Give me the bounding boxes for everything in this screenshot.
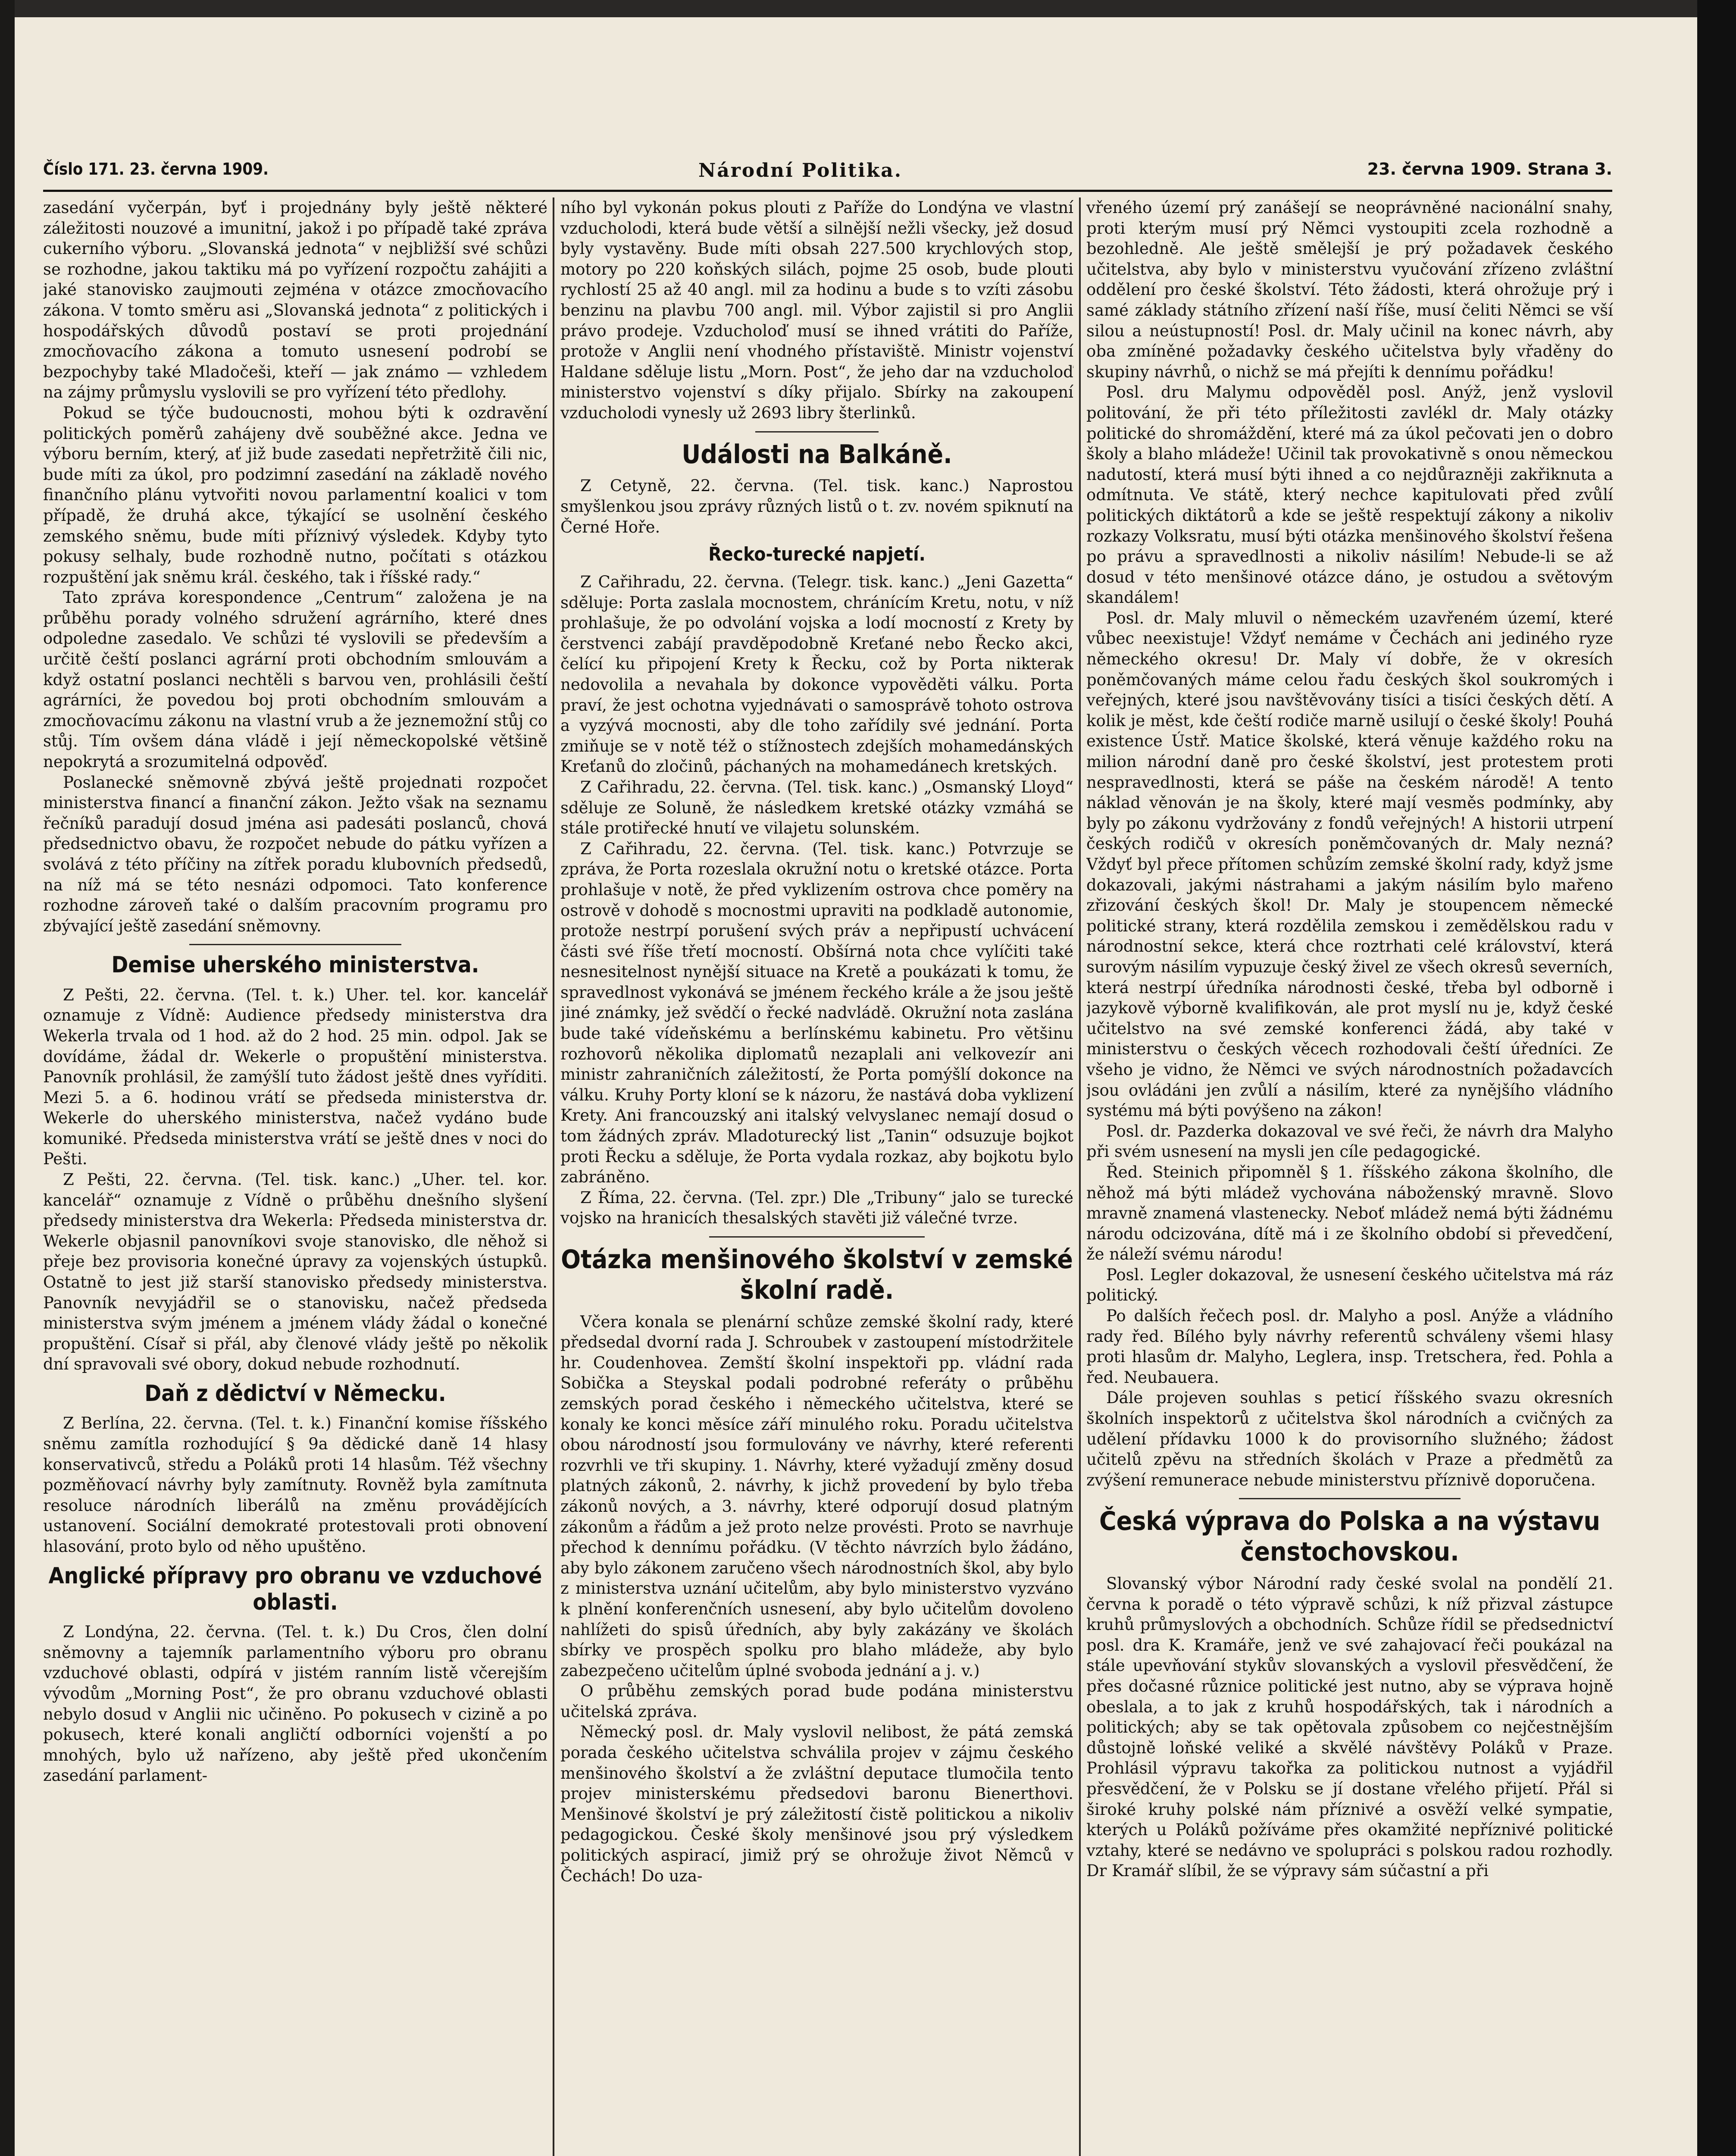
section-separator bbox=[1239, 1498, 1460, 1499]
article-paragraph: Z Londýna, 22. června. (Tel. t. k.) Du Cros, člen dolní sněmovny a tajemník parlamentního výboru pro obranu vzduchové oblasti, odpírá v jistém ranním listě včerejším vývodům „Morning Post“, že pro obranu vzduchové oblasti nebylo dosud v Anglii nic učiněno. Po pokusech v cizině a po pokusech, které konali angličtí odborníci vojenští a po mnohých, bylo už nařízeno, aby ještě před ukončením zasedání parlament- bbox=[43, 1623, 547, 1785]
article-paragraph: ního byl vykonán pokus plouti z Paříže do Londýna ve vlastní vzducholodi, která bude větší a silnější nežli všecky, jež dosud byly vystavěny. Bude míti obsah 227.500 krychlových stop, motory po 220 koňských silách, pojme 25 osob, bude plouti rychlostí 25 až 40 angl. mil za hodinu a bude s to vzíti zásobu benzinu na plavbu 700 angl. mil. Výbor zajistil si pro Anglii právo prodeje. Vzducholoď musí se ihned vrátiti do Paříže, protože v Anglii není vhodného přístaviště. Ministr vojenství Haldane sděluje listu „Morn. Post“, že jeho dar na vzducholoď ministerstvo vojenství s díky přijalo. Sbírky na zakoupení vzducholodi vynesly už 2693 libry šterlinků. bbox=[560, 198, 1073, 422]
article-paragraph: Německý posl. dr. Maly vyslovil nelibost, že pátá zemská porada českého učitelstva schválila projev v zájmu českého menšinového školství a že zvláštní deputace tlumočila tento projev ministerskému předsedovi baronu Bienerthovi. Menšinové školství je prý záležitostí čistě politickou a nikoliv pedagogickou. České školy menšinové jsou prý výsledkem politických aspirací, jimiž prý se ohrožuje život Němců v Čechách! Do uza- bbox=[560, 1723, 1073, 1885]
headline-balkan-events: Události na Balkáně. bbox=[682, 439, 952, 470]
column-2 bbox=[560, 197, 1073, 2156]
masthead-rule bbox=[43, 190, 1612, 192]
article-paragraph: Pokud se týče budoucnosti, mohou býti k ozdravění politických poměrů zahájeny dvě souběžné akce. Jedna ve výboru berním, který, ať již bude zasedati nepřetržitě čili nic, bude míti za úkol, pro podzimní zasedání na základě nového finančního plánu vytvořiti novou parlamentní koalici v tom případě, že druhá akce, týkající se usolnění českého zemského sněmu, bude míti příznivý výsledek. Kdyby tyto pokusy selhaly, bude rozhodně nutno, počítati s otázkou rozpuštění jak sněmu král. českého, tak i říšské rady.“ bbox=[43, 403, 547, 586]
article-paragraph: Z Cařihradu, 22. června. (Tel. tisk. kanc.) „Osmanský Lloyd“ sděluje ze Soluně, že následkem kretské otázky vzmáhá se stále protiřecké hnutí ve vilajetu solunském. bbox=[560, 777, 1073, 838]
article-paragraph: Posl. dr. Maly mluvil o německém uzavřeném území, které vůbec neexistuje! Vždyť nemáme v Čechách ani jediného ryze německého okresu! Dr. Maly ví dobře, že v okresích poněmčovaných máme celou řadu českých škol soukromých i veřejných, které jsou navštěvovány tisíci a tisíci českých dětí. A kolik je měst, kde čeští rodiče marně usilují o české školy! Pouhá existence Ústř. Matice školské, která věnuje každého roku na milion národní daně pro české školství, jest protestem proti nespravedlnosti, která se páše na českém národě! A tento náklad věnován je na školy, které mají vesměs podmínky, aby byly po zákonu vydržovány z fondů veřejných! A historii utrpení českých rodičů v okresích poněmčovaných dr. Maly nezná? Vždyť byl přece přítomen schůzím zemské školní rady, když jsme dokazovali, jakými nástrahami a jakým násilím bylo mařeno zřizování českých škol! Dr. Maly je stoupencem německé politické strany, která rozdělila zemskou i zemědělskou radu v národnostní sekce, která chce roztrhati celé království, která surovým násilím vypuzuje český živel ze všech okresů severních, která nestrpí úředníka národnosti české, třeba byl odborně i jazykově výborně kvalifikován, ale prot myslí nu je, když české učitelstvo na své zemské konferenci žádá, aby také v ministerstvu o českých věcech rozhodovali čeští úředníci. Ze všeho je vidno, že Němci ve svých národnostních požadavcích jsou ovládáni jen zvůlí a násilím, které za nynějšího vládního systému má býti povýšeno na zákon! bbox=[1086, 608, 1613, 1120]
column-divider bbox=[553, 197, 554, 2156]
section-separator bbox=[189, 944, 401, 945]
newspaper-title: Národní Politika. bbox=[698, 160, 903, 182]
masthead bbox=[43, 160, 1612, 190]
article-paragraph: Z Pešti, 22. června. (Tel. tisk. kanc.) „Uher. tel. kor. kancelář“ oznamuje z Vídně o průběhu dnešního slyšení předsedy ministerstva dra Wekerla: Předseda ministerstva dr. Wekerle objasnil panovníkovi svoje stanovisko, dle něhož si přeje bez provisoria konečné úpravy za vojenských ústupků. Ostatně to jest již starší stanovisko předsedy ministerstva. Panovník nevyjádřil se o stanovisku, načež předseda ministerstva svým jménem a jménem vlády žádal o konečné propuštění. Císař si přál, aby členové vlády ještě po několik dní spravovali své obory, dokud nebude rozhodnutí. bbox=[43, 1170, 547, 1374]
article-paragraph: Včera konala se plenární schůze zemské školní rady, které předsedal dvorní rada J. Schroubek v zastoupení místodržitele hr. Coudenhovea. Zemští školní inspektoři pp. vládní rada Sobička a Steyskal podali podrobné referáty o průběhu zemských porad českého i německého učitelstva, které se konaly ke konci měsíce září minulého roku. Poradu učitelstva obou národností jsou formulovány ve návrhy, které referenti rozvrhli ve tři skupiny. 1. Návrhy, které vyžadují změny dosud platných zákonů, 2. návrhy, k jichž provedení by bylo třeba zákonů nových, a 3. návrhy, které odporují dosud platným zákonům a řádům a jež proto nelze provésti. Proto se navrhuje přechod k dennímu pořádku. (V těchto návrzích bylo žádáno, aby bylo zákonem zaručeno všech národnostních škol, aby bylo z ministerstva uznání učitelům, aby bylo ministerstvo vyzváno k plnění konferenčních usnesení, aby bylo učitelům dovoleno nahlížeti do spisů úředních, aby byly zakázány ve školách sbírky ve prospěch spolku pro blaho mládeže, aby bylo zabezpečeno učitelům úplné svoboda jednání a j. v.) bbox=[560, 1312, 1073, 1680]
headline-inheritance-tax: Daň z dědictví v Německu. bbox=[144, 1381, 446, 1407]
article-paragraph: Posl. dr. Pazderka dokazoval ve své řeči, že návrh dra Malyho při svém usnesení na mysli jen cíle pedagogické. bbox=[1086, 1122, 1613, 1161]
article-paragraph: Posl. Legler dokazoval, že usnesení českého učitelstva má ráz politický. bbox=[1086, 1265, 1613, 1305]
article-paragraph: Slovanský výbor Národní rady české svolal na pondělí 21. června k poradě o této výpravě schůzi, k níž přizval zástupce kruhů průmyslových a obchodních. Schůze řídil se předsednictví posl. dra K. Kramáře, jenž ve své zahajovací řeči poukázal na stále upevňování stykův slovanských a vyslovil přesvědčení, že přes dočasné různice politické jest nutno, aby se výprava hojně obeslala, a to jak z kruhů hospodářských, tak i národních a politických; aby se tak opětovala způsobem co nejčestnějším důstojně loňské veliké a skvělé návštěvy Poláků v Praze. Prohlásil výpravu takořka za politickou nutnost a vyjádřil přesvědčení, že v Polsku se jí dostane vřelého přijetí. Přál si široké kruhy polské nám příznivé a osvěží velké sympatie, kterých u Poláků požíváme přes okamžité nepříznivé politické vztahy, které se nedávno ve spolupráci s polskou radou rozhodly. Dr Kramář slíbil, že se výpravy sám súčastní a při bbox=[1086, 1574, 1613, 1880]
headline-poland-expedition: Česká výprava do Polska a na výstavu čenstochovskou. bbox=[1099, 1506, 1600, 1567]
column-1 bbox=[43, 197, 547, 2156]
article-paragraph: Posl. dru Malymu odpověděl posl. Anýž, jenž vyslovil politování, že při této příležitosti zavlékl dr. Maly otázky politické do shromáždění, které má za úkol pečovati jen o dobro školy a blaho mládeže! Učinil tak provokativně s onou německou nadutostí, která musí býti ihned a co nejdůrazněji zakřiknuta a odmítnuta. Ve státě, který nechce kapitulovati před zvůlí politických diktátorů a kde se ještě respektují zákony a nikoliv rozkazy Volksratu, musí býti otázka menšinového školství řešena po právu a spravedlnosti a nikoliv násilím! Nebude-li se až dosud v této menšinové otázce dáno, je ostudou a světovým skandálem! bbox=[1086, 383, 1613, 607]
column-3 bbox=[1086, 197, 1613, 2156]
article-paragraph: Po dalších řečech posl. dr. Malyho a posl. Anýže a vládního rady řed. Bílého byly návrhy referentů schváleny všemi hlasy proti hlasům dr. Malyho, Leglera, insp. Tretschera, řed. Pohla a řed. Neubauera. bbox=[1086, 1307, 1613, 1387]
article-paragraph: Z Cařihradu, 22. června. (Tel. tisk. kanc.) Potvrzuje se zpráva, že Porta rozeslala okružní notu o kretské otázce. Porta prohlašuje v notě, že před vyklizením ostrova chce poměry na ostrově v dohodě s mocnostmi upraviti na podkladě autonomie, protože nestrpí porušení svých práv a nepřipustí uchvácení části své říše třetí mocností. Obšírná nota chce vylíčiti také nesnesitelnost nynější situace na Kretě a poukázati k tomu, že spravedlnost vykonává se jménem řeckého krále a že jsou ještě jiné známky, jež svědčí o řecké nadvládě. Okružní nota zaslána bude také vídeňskému a berlínskému kabinetu. Pro většinu rozhovorů několika diplomatů nezaplali ani velkovezír ani ministr zahraničních záležitostí, že Porta pomýšlí dokonce na válku. Kruhy Porty kloní se k názoru, že nastává doba vyklizení Krety. Ani francouzský ani italský velvyslanec nemají dosud o tom žádných zpráv. Mladoturecký list „Tanin“ odsuzuje bojkot proti Řecku a sděluje, že Porta vydala rozkaz, aby bojkotu bylo zabráněno. bbox=[560, 839, 1073, 1187]
article-paragraph: Poslanecké sněmovně zbývá ještě projednati rozpočet ministerstva financí a finanční zákon. Ježto však na seznamu řečníků paradují dosud jména asi padesáti poslanců, chová předsednictvo obavu, že rozpočet nebude do pátku vyřízen a svolává z této příčiny na zítřek poradu klubovních předsedů, na níž má se této nesnázi odpomoci. Tato konference rozhodne zároveň také o dalším pracovním programu pro zbývající ještě zasedání sněmovny. bbox=[43, 773, 547, 935]
article-paragraph: Z Pešti, 22. června. (Tel. t. k.) Uher. tel. kor. kancelář oznamuje z Vídně: Audience předsedy ministerstva dra Wekerla trvala od 1 hod. až do 2 hod. 25 min. odpol. Jak se dovídáme, žádal dr. Wekerle o propuštění ministerstva. Panovník prohlásil, že zamýšlí tuto žádost ještě dnes vyříditi. Mezi 5. a 6. hodinou vrátí se předseda ministerstva dr. Wekerle do uherského ministerstva, načež vydáno bude komuniké. Předseda ministerstva vrátí se ještě dnes v noci do Pešti. bbox=[43, 985, 547, 1169]
scan-border-top bbox=[0, 0, 1736, 17]
article-paragraph: Z Říma, 22. června. (Tel. zpr.) Dle „Tribuny“ jalo se turecké vojsko na hranicích thesalských stavěti již válečné tvrze. bbox=[560, 1188, 1073, 1228]
headline-hungarian-ministry: Demise uherského ministerstva. bbox=[111, 952, 479, 978]
headline-air-defence: Anglické přípravy pro obranu ve vzduchové oblasti. bbox=[48, 1563, 542, 1615]
headline-greek-turkish-tension: Řecko-turecké napjetí. bbox=[708, 543, 926, 566]
article-paragraph: Tato zpráva korespondence „Centrum“ založena je na průběhu porady volného sdružení agrárního, které dnes odpoledne zasedalo. Ve schůzi té vyslovili se především a určitě čeští poslanci agrární proti obchodním smlouvám a když ostatní poslanci nechtěli s barvou ven, prohlásili čeští agrárníci, že povedou boj proti obchodním smlouvám a zmocňovacímu zákonu na vlastní vrub a že jeznemožní stůj co stůj. Tím ovšem dána vládě i její německopolské většině nepokrytá a srozumitelná odpověď. bbox=[43, 588, 547, 771]
article-paragraph: zasedání vyčerpán, byť i projednány byly ještě některé záležitosti nouzové a imunitní, jakož i po případě také zpráva cukerního výboru. „Slovanská jednota“ v nejbližší své schůzi se rozhodne, jakou taktiku má po vyřízení rozpočtu zahájiti a jaké stanovisko zaujmouti zejména v otázce zmocňovacího zákona. V tomto směru asi „Slovanská jednota“ z politických i hospodářských důvodů postaví se proti projednání zmocňovacího zákona a tomuto usnesení podrobí se bezpochyby také Mladočeši, kteří — jak známo — vzhledem na zájmy průmyslu vyslovili se pro vyřízení této předlohy. bbox=[43, 198, 547, 402]
section-separator bbox=[709, 1236, 925, 1238]
article-paragraph: vřeného území prý zanášejí se neoprávněné nacionální snahy, proti kterým musí prý Němci vystoupiti zcela rozhodně a bezohledně. Ale ještě smělejší je prý požadavek českého učitelstva, aby bylo v ministerstvu vyučování zřízeno zvláštní oddělení pro české školství. Této žádosti, která ohrožuje prý i samé základy státního zřízení naší říše, musí čeliti Němci se vší silou a neústupností! Posl. dr. Maly učinil na konec návrh, aby oba zmíněné požadavky českého učitelstva byly vřaděny do skupiny návrhů, o nichž se má přejíti k dennímu pořádku! bbox=[1086, 198, 1613, 381]
issue-number-date: Číslo 171. 23. června 1909. bbox=[43, 160, 269, 179]
article-paragraph: Z Berlína, 22. června. (Tel. t. k.) Finanční komise říšského sněmu zamítla rozhodující § 9a dědické daně 14 hlasy konservativců, středu a Poláků proti 14 hlasům. Též všechny pozměňovací návrhy byly zamítnuty. Rovněž byla zamítnuta resoluce národních liberálů na změnu provádějících ustanovení. Sociální demokraté protestovali proti obnovení hlasování, proto bylo od něho upuštěno. bbox=[43, 1414, 547, 1556]
scan-border-right bbox=[1697, 0, 1736, 2156]
scan-border-left bbox=[0, 0, 15, 2156]
headline-minority-schools: Otázka menšinového školství v zemské školní radě. bbox=[561, 1244, 1073, 1305]
section-separator bbox=[755, 431, 879, 432]
article-paragraph: Z Cetyně, 22. června. (Tel. tisk. kanc.) Naprostou smyšlenkou jsou zprávy různých listů o t. zv. novém spiknutí na Černé Hoře. bbox=[560, 476, 1073, 536]
article-paragraph: Řed. Steinich připomněl § 1. říšského zákona školního, dle něhož má býti mládež vychována náboženský mravně. Slovo mravně znamená vlastenecky. Neboť mládež nemá býti žádnému národu odcizována, dítě má i ze školního období si převedčení, že náleží svému národu! bbox=[1086, 1163, 1613, 1264]
column-divider bbox=[1079, 197, 1081, 2156]
article-paragraph: O průběhu zemských porad bude podána ministerstvu učitelská zpráva. bbox=[560, 1682, 1073, 1721]
page-date-number: 23. června 1909. Strana 3. bbox=[1367, 160, 1612, 179]
article-paragraph: Dále projeven souhlas s peticí říšského svazu okresních školních inspektorů z učitelstva škol národních a cvičných za udělení přídavku 1000 k do provisorního služného; žádost učitelů zpěvu na středních školách v Praze a předmětů za zvýšení remunerace nebude ministerstvu příznivě doporučena. bbox=[1086, 1388, 1613, 1489]
article-paragraph: Z Cařihradu, 22. června. (Telegr. tisk. kanc.) „Jeni Gazetta“ sděluje: Porta zaslala mocnostem, chránícím Kretu, notu, v níž prohlašuje, že po odvolání vojska a lodí mocností z Krety by čerstvenci zabájí pravděpodobně Kreťané nebo Řecko akci, čelící ku připojení Krety k Řecku, což by Porta nikterak nedovolila a nevahala by dokonce vypověděti válku. Porta praví, že jest ochotna vyjednávati o samosprávě tohoto ostrova a vyzývá mocnosti, aby dle toho zařídily své jednání. Porta zmiňuje se v notě též o stížnostech zdejších mohamedánských Kreťanů do zločinů, páchaných na mohamedánech kretských. bbox=[560, 573, 1073, 776]
